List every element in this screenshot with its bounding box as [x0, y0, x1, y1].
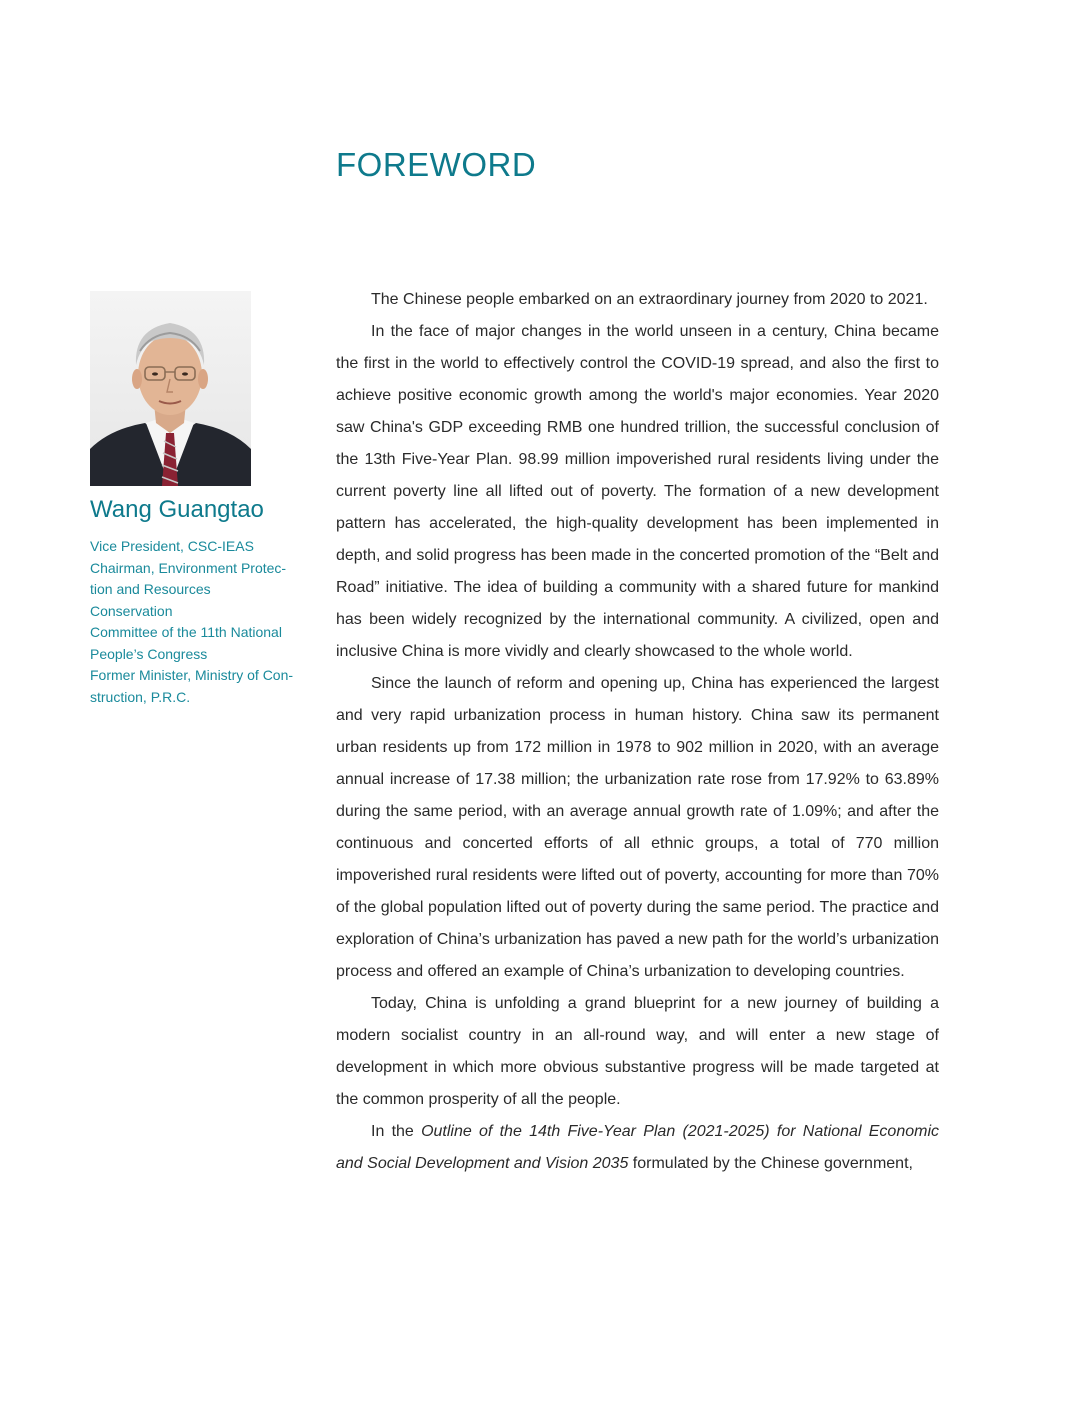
body-paragraph: Today, China is unfolding a grand blueprint for a new journey of building a modern socialist country in an all-round way, and will enter a new stage of development in which more obvious substantive progress will be made targeted at the common prosperity of all the people.	[336, 995, 939, 1108]
body-paragraph: The Chinese people embarked on an extraordinary journey from 2020 to 2021.	[371, 291, 928, 308]
author-title-line: tion and Resources Conservation	[90, 581, 211, 619]
author-title-line: People’s Congress	[90, 645, 208, 662]
author-title-line: Committee of the 11th National	[90, 624, 282, 640]
author-name: Wang Guangtao	[90, 496, 264, 523]
author-title-line: Former Minister, Ministry of Con-	[90, 667, 294, 683]
body-text-run: In the	[371, 1123, 422, 1140]
body-paragraph: In the face of major changes in the world unseen in a century, China became the first in the world to effectively control the COVID-19 spread, and also the first to achieve positive economic growth among the world's major economies. Year 2020 saw China's GDP exceeding RMB one hundred trillion, the successful conclusion of the 13th Five-Year Plan. 98.99 million impoverished rural residents living under the current poverty line all lifted out of poverty. The formation of a new development pattern has accelerated, the high-quality development has been implemented in depth, and solid progress has been made in the concerted promotion of the “Belt and Road” initiative. The idea of building a community with a shared future for mankind has been widely recognized by the international community. A civilized, open and inclusive China is more vividly and clearly showcased to the whole world.	[336, 323, 939, 660]
body-paragraph: Since the launch of reform and opening up, China has experienced the largest and very rapid urbanization process in human history. China saw its permanent urban residents up from 172 million in 1978 to 902 million in 2020, with an average annual increase of 17.38 million; the urbanization rate rose from 17.92% to 63.89% during the same period, with an average annual growth rate of 1.09%; and after the continuous and concerted efforts of all ethnic groups, a total of 770 million impoverished rural residents were lifted out of poverty, accounting for more than 70% of the global population lifted out of poverty during the same period. The practice and exploration of China’s urbanization has paved a new path for the world’s urbanization process and offered an example of China’s urbanization to developing countries.	[336, 675, 939, 980]
author-titles	[90, 536, 295, 708]
author-title-line: Vice President, CSC-IEAS	[90, 538, 254, 554]
author-title-line: Chairman, Environment Protec-	[90, 559, 287, 576]
document-title-reference: Outline of the 14th Five-Year Plan (2021-2025) for National Economic and Social Development and Vision 2035	[336, 1123, 939, 1172]
page-title: FOREWORD	[336, 146, 537, 183]
author-title-line: struction, P.R.C.	[90, 688, 191, 705]
body-text-run: formulated by the Chinese government,	[628, 1155, 913, 1172]
author-portrait	[90, 291, 251, 486]
foreword-body	[336, 284, 939, 1180]
body-paragraph	[336, 1116, 939, 1180]
